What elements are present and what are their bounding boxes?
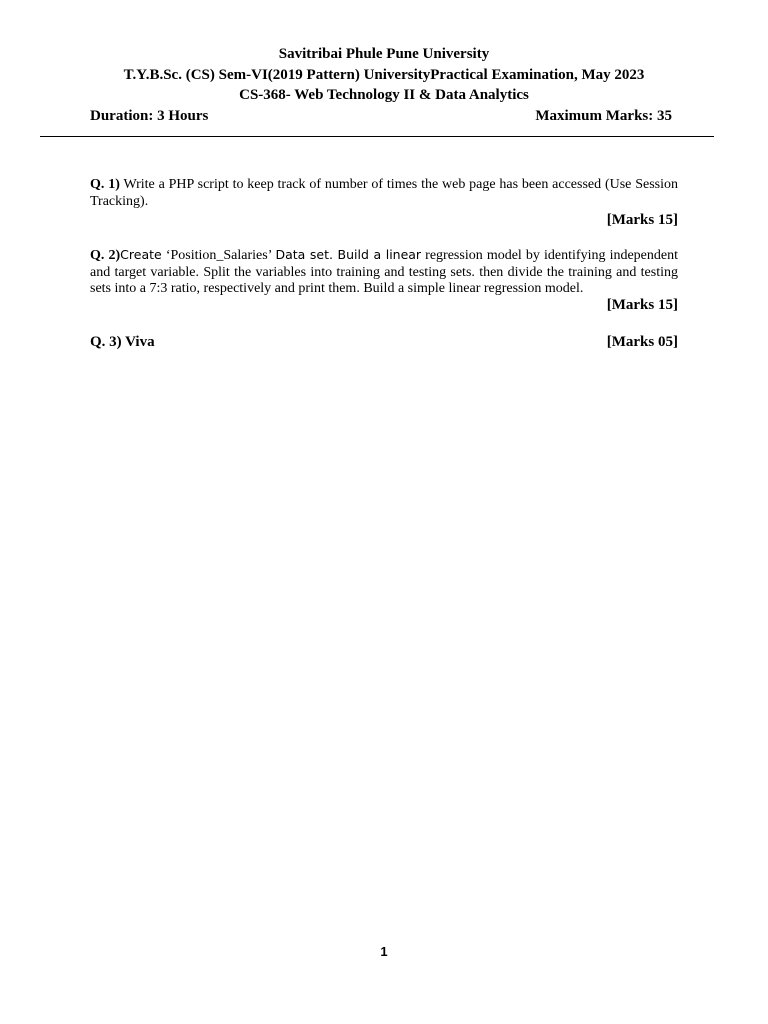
question-3-marks: [Marks 05]	[606, 334, 678, 350]
question-1-marks: [Marks 15]	[606, 212, 678, 228]
course-title: CS-368- Web Technology II & Data Analytics	[239, 87, 529, 103]
university-name: Savitribai Phule Pune University	[278, 46, 490, 62]
question-2-text: regression model by identifying independent and target variable. Split the variables into training and testing sets. then divide the training and testing sets into a 7:3 ratio, respectively and print them. Build a simple linear regression model.	[90, 248, 678, 296]
question-1-number: Q. 1)	[90, 177, 120, 192]
question-2-build-phrase: Data set. Build a linear	[275, 247, 422, 262]
max-marks-label: Maximum Marks: 35	[535, 108, 672, 124]
question-3-number: Q. 3) Viva	[90, 334, 155, 350]
question-2-create-word: Create	[120, 247, 162, 262]
header-divider	[40, 136, 714, 137]
question-1-text: Write a PHP script to keep track of number of times the web page has been accessed (Use Session Tracking).	[90, 177, 678, 209]
question-3	[90, 333, 678, 351]
question-2-dataset-name: ‘Position_Salaries’	[161, 248, 276, 263]
question-2-number: Q. 2)	[90, 248, 121, 263]
question-2-marks: [Marks 15]	[606, 297, 678, 313]
exam-title: T.Y.B.Sc. (CS) Sem-VI(2019 Pattern) UniversityPractical Examination, May 2023	[123, 67, 645, 83]
page-number: 1	[380, 944, 388, 959]
exam-meta-row	[90, 107, 672, 125]
question-1	[90, 177, 678, 210]
duration-label: Duration: 3 Hours	[90, 108, 209, 124]
question-2	[90, 247, 678, 298]
